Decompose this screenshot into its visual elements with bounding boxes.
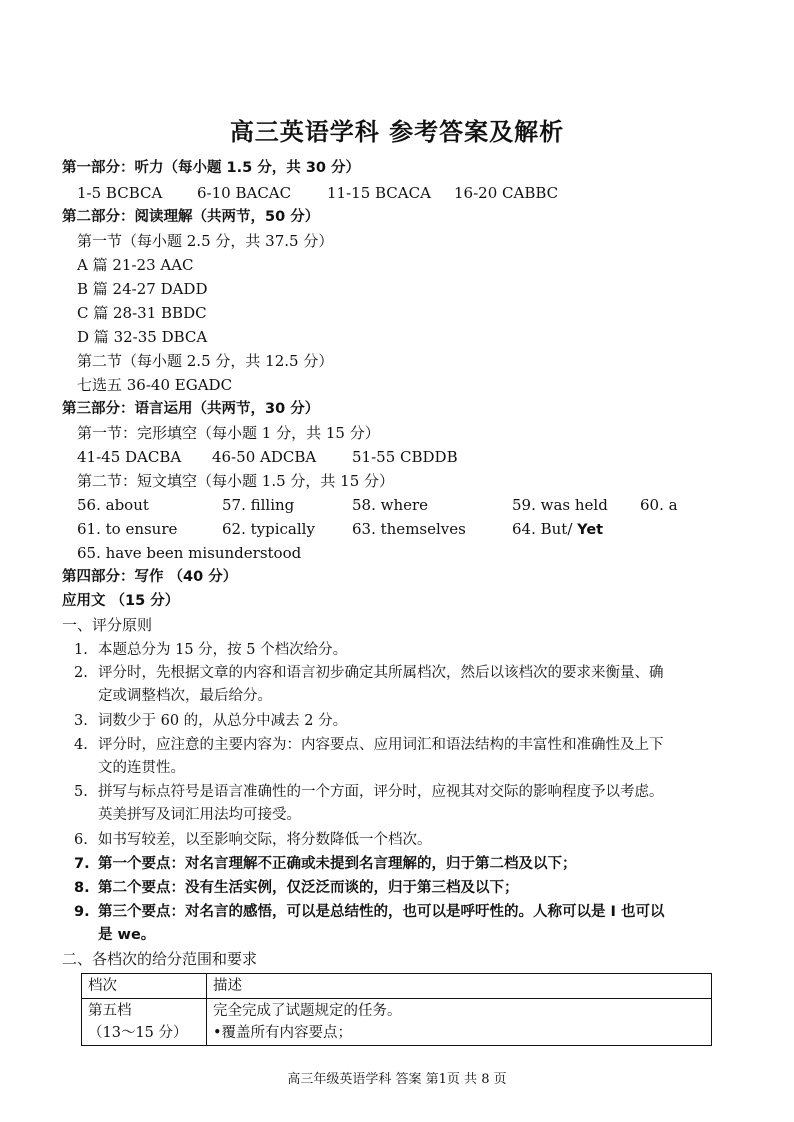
grade-range-heading: 二、各档次的给分范围和要求 (62, 950, 258, 968)
answer-56: 56. about (77, 496, 149, 514)
listening-answers-1: 1-5 BCBCA (77, 184, 163, 202)
criterion-text: 第二个要点：没有生活实例，仅泛泛而谈的，归于第三档及以下； (98, 880, 519, 896)
practical-writing-heading: 应用文 （15 分） (62, 593, 180, 609)
description-cell (207, 999, 712, 1046)
criterion-text: 本题总分为 15 分，按 5 个档次给分。 (98, 642, 348, 658)
criterion-text-cont: 定或调整档次，最后给分。 (98, 688, 272, 704)
criterion-number: 7. (74, 856, 90, 872)
page-title: 高三英语学科 参考答案及解析 (229, 118, 565, 146)
part4-heading: 第四部分：写作 （40 分） (62, 569, 238, 585)
criterion-number: 2. (74, 665, 88, 681)
seven-five-answers: 七选五 36-40 EGADC (77, 376, 233, 394)
criterion-4 (74, 734, 734, 780)
criterion-text: 第三个要点：对名言的感悟，可以是总结性的，也可以是呼吁性的。人称可以是 I 也可以 (98, 904, 665, 920)
criterion-text: 第一个要点：对名言理解不正确或未提到名言理解的，归于第二档及以下； (98, 856, 577, 872)
criterion-7 (74, 853, 734, 876)
listening-answers-4: 16-20 CABBC (454, 184, 559, 202)
part3-heading: 第三部分：语言运用（共两节，30 分） (62, 401, 320, 417)
grading-table (81, 973, 712, 1046)
criterion-number: 5. (74, 784, 88, 800)
criterion-text: 评分时，应注意的主要内容为：内容要点、应用词汇和语法结构的丰富性和准确性及上下 (98, 737, 664, 753)
cloze-answers-3: 51-55 CBDDB (352, 448, 458, 466)
passage-b: B 篇 24-27 DADD (77, 280, 208, 298)
criterion-6 (74, 829, 734, 852)
criterion-5 (74, 781, 734, 827)
criterion-text: 如书写较差，以至影响交际，将分数降低一个档次。 (98, 832, 432, 848)
passage-a: A 篇 21-23 AAC (77, 256, 194, 274)
description-line-2: •覆盖所有内容要点； (213, 1025, 353, 1041)
table-row (82, 999, 712, 1046)
answer-60: 60. a (640, 496, 678, 514)
answer-57: 57. filling (222, 496, 295, 514)
reading-section1: 第一节（每小题 2.5 分，共 37.5 分） (77, 232, 334, 250)
listening-answers-3: 11-15 BCACA (327, 184, 431, 202)
answer-59: 59. was held (512, 496, 608, 514)
principles-heading: 一、评分原则 (62, 616, 153, 634)
answer-65: 65. have been misunderstood (77, 544, 302, 562)
criterion-text-cont: 英美拼写及词汇用法均可接受。 (98, 807, 301, 823)
answer-64-yet: Yet (577, 522, 604, 538)
reading-section2: 第二节（每小题 2.5 分，共 12.5 分） (77, 352, 334, 370)
criterion-1 (74, 639, 734, 662)
criterion-number: 3. (74, 713, 88, 729)
criterion-9 (74, 901, 734, 947)
criterion-number: 1. (74, 642, 88, 658)
cloze-answers-2: 46-50 ADCBA (212, 448, 317, 466)
answer-61: 61. to ensure (77, 520, 178, 538)
cloze-answers-1: 41-45 DACBA (77, 448, 182, 466)
criterion-text-cont: 文的连贯性。 (98, 760, 185, 776)
table-header-row (82, 974, 712, 999)
criterion-number: 9. (74, 904, 90, 920)
level-cell (82, 999, 207, 1046)
level-range: （13～15 分） (88, 1025, 188, 1041)
criterion-text-cont: 是 we。 (98, 927, 156, 943)
answer-63: 63. themselves (352, 520, 466, 538)
cloze-section: 第一节：完形填空（每小题 1 分，共 15 分） (77, 424, 380, 442)
passage-c: C 篇 28-31 BBDC (77, 304, 207, 322)
criterion-text: 拼写与标点符号是语言准确性的一个方面，评分时，应视其对交际的影响程度予以考虑。 (98, 784, 664, 800)
answer-64-but: 64. But/ (512, 520, 578, 538)
listening-answers-2: 6-10 BACAC (197, 184, 292, 202)
level-name: 第五档 (88, 1003, 132, 1019)
criterion-8 (74, 877, 734, 900)
criterion-text: 词数少于 60 的，从总分中减去 2 分。 (98, 713, 348, 729)
grammar-fill-section: 第二节：短文填空（每小题 1.5 分，共 15 分） (77, 472, 395, 490)
description-line-1: 完全完成了试题规定的任务。 (213, 1003, 402, 1019)
criterion-2 (74, 662, 734, 708)
criterion-text: 评分时，先根据文章的内容和语言初步确定其所属档次，然后以该档次的要求来衡量、确 (98, 665, 664, 681)
criterion-3 (74, 710, 734, 733)
criterion-number: 6. (74, 832, 88, 848)
column-header-description: 描述 (207, 974, 712, 999)
answer-62: 62. typically (222, 520, 315, 538)
page-footer: 高三年级英语学科 答案 第1页 共 8 页 (287, 1072, 507, 1087)
criterion-number: 4. (74, 737, 88, 753)
column-header-level: 档次 (82, 974, 207, 999)
part2-heading: 第二部分：阅读理解（共两节，50 分） (62, 209, 320, 225)
answer-58: 58. where (352, 496, 429, 514)
part1-heading: 第一部分：听力（每小题 1.5 分，共 30 分） (62, 160, 361, 176)
criterion-number: 8. (74, 880, 90, 896)
answer-64 (512, 519, 603, 540)
passage-d: D 篇 32-35 DBCA (77, 328, 208, 346)
